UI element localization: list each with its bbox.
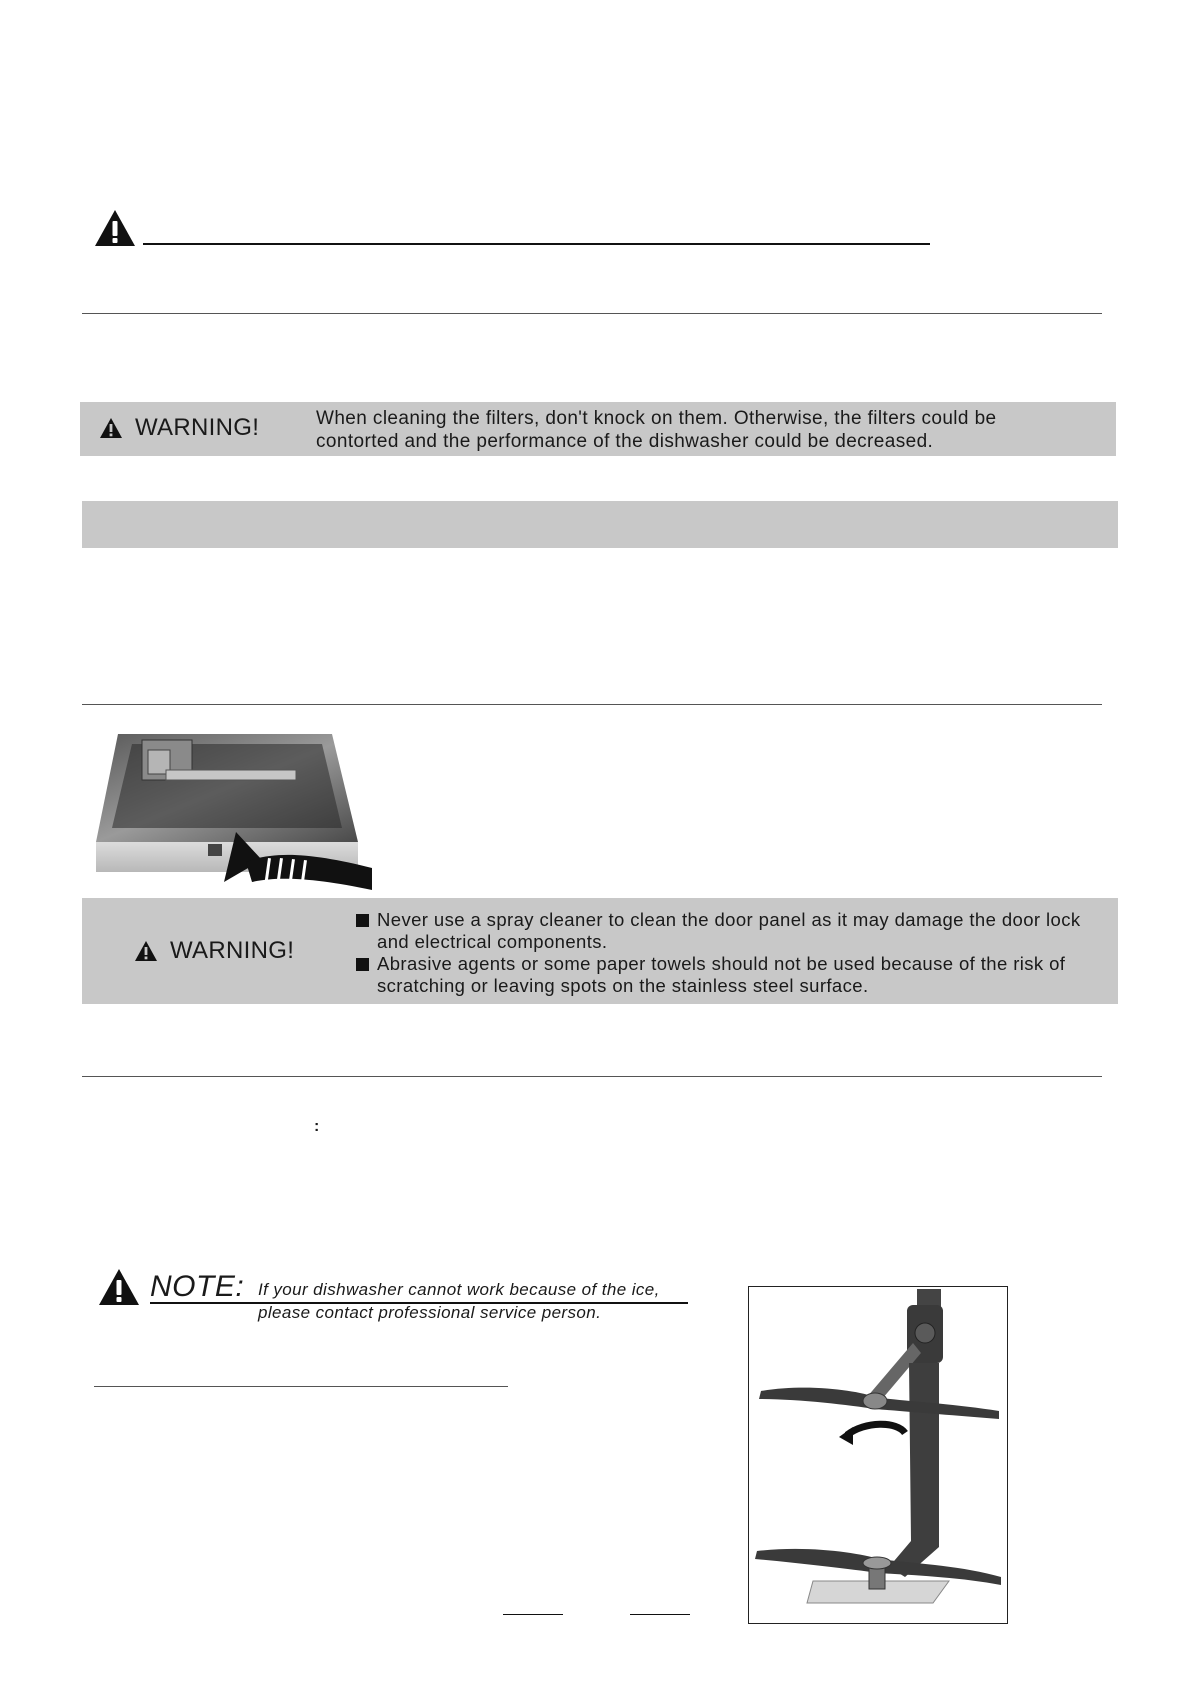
colon-mark: : [314, 1118, 320, 1135]
section-header-band [82, 501, 1118, 548]
note-text [258, 1278, 698, 1324]
warning-label-text: WARNING! [170, 937, 295, 964]
spray-arm-figure [748, 1286, 1008, 1624]
warning-door-label [134, 937, 294, 965]
warning-line: and electrical components. [377, 931, 608, 952]
warning-triangle-icon [134, 940, 158, 962]
spray-arm-illustration [749, 1287, 1007, 1623]
blank-underline [503, 1614, 563, 1615]
warning-line: When cleaning the filters, don't knock on them. Otherwise, the filters could be [316, 408, 997, 429]
warning-bullet [356, 909, 1106, 953]
section-divider [82, 1076, 1102, 1077]
warning-line: Abrasive agents or some paper towels should not be used because of the risk of [377, 953, 1066, 974]
warning-line: scratching or leaving spots on the stainless steel surface. [377, 975, 869, 996]
note-title: NOTE: [150, 1270, 245, 1303]
warning-door-text [356, 909, 1106, 997]
bullet-square-icon [356, 958, 369, 971]
note-line: please contact professional service person. [258, 1303, 602, 1322]
bullet-square-icon [356, 914, 369, 927]
warning-line: contorted and the performance of the dishwasher could be decreased. [316, 431, 934, 452]
dishwasher-door-illustration [96, 732, 376, 892]
warning-bullet [356, 953, 1106, 997]
warning-triangle-icon [93, 208, 137, 248]
section-divider [82, 313, 1102, 314]
section-divider [94, 1386, 508, 1387]
warning-label-text: WARNING! [135, 414, 260, 441]
top-heading-underline [143, 243, 930, 245]
warning-line: Never use a spray cleaner to clean the door panel as it may damage the door lock [377, 909, 1081, 930]
section-divider [82, 704, 1102, 705]
note-line: If your dishwasher cannot work because of the ice, [258, 1280, 660, 1299]
warning-triangle-icon [99, 417, 123, 439]
warning-filters-text [316, 407, 1106, 453]
warning-filters-label [99, 414, 259, 442]
warning-triangle-icon [97, 1267, 141, 1307]
blank-underline [630, 1614, 690, 1615]
